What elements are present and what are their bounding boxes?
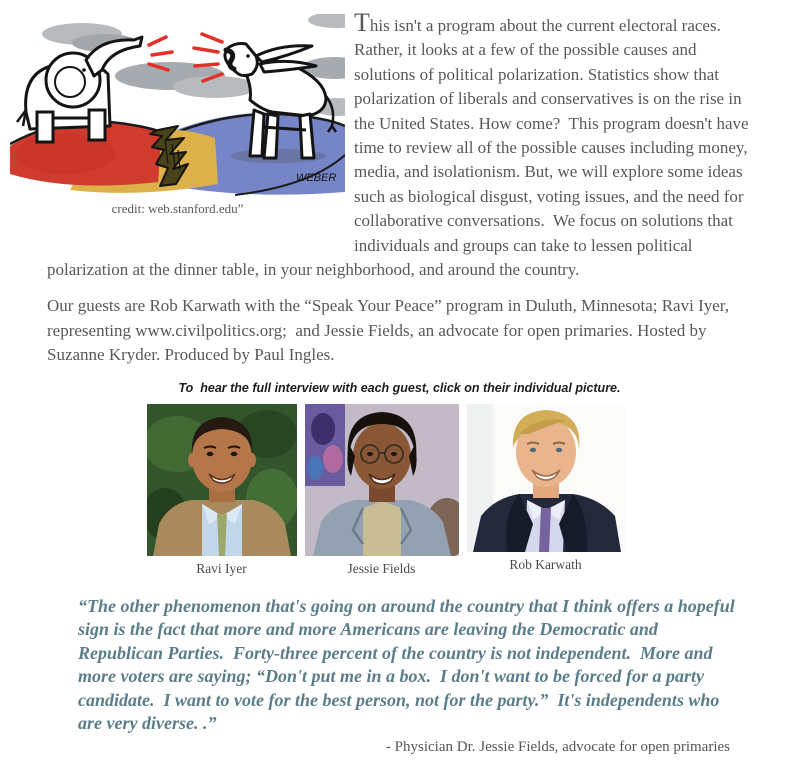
guest-caption: Jessie Fields (347, 560, 416, 576)
cartoonist-signature: WEBER (296, 172, 337, 184)
elephant-donkey-cartoon-image (10, 14, 345, 197)
interview-instruction: To hear the full interview with each guest, click on their individual picture. (178, 380, 621, 395)
cartoon-credit: credit: web.stanford.edu” (111, 201, 244, 216)
quote-attribution (0, 739, 799, 756)
rob-karwath-portrait-image (467, 404, 625, 552)
guest-caption: Rob Karwath (509, 556, 582, 572)
guest-photos-row (0, 404, 785, 577)
intro-paragraph: This isn't a program about the current electoral races. Rather, it looks at a few of the possible causes and solutions of political polarization. Statistics show that polarization of liberals and conservatives is on the rise in the United States. How come? This program doesn't have time to review all of the possible causes including money, media, and isolationism. But, we will explore some ideas such as biological disgust, voting issues, and the need for collaborative conversations. We focus on solutions that individuals and groups can take to lessen political polarization at the dinner table, in your neighborhood, and around the country. (47, 8, 753, 280)
guest-photo-ravi-iyer[interactable] (147, 404, 297, 577)
polarization-cartoon (10, 14, 345, 227)
jessie-fields-portrait-image (305, 404, 459, 556)
guest-caption: Ravi Iyer (196, 560, 247, 576)
guests-paragraph: Our guests are Rob Karwath with the “Speak Your Peace” program in Duluth, Minnesota; Ravi Iyer, representing www.civilpolitics.org; and Jessie Fields, an advocate for open primaries. Hosted by Suzanne Kryder. Produced by Paul Ingles. (47, 296, 734, 365)
attribution-text: Physician Dr. Jessie Fields, advocate for open primaries (394, 738, 730, 755)
guest-photo-jessie-fields[interactable] (305, 404, 459, 577)
ravi-iyer-portrait-image (147, 404, 297, 556)
guest-photo-rob-karwath[interactable] (467, 404, 625, 573)
attribution-dash: - (385, 738, 395, 755)
intro-section (0, 0, 799, 282)
jessie-fields-quote: “The other phenomenon that's going on around the country that I think offers a hopeful sign is the fact that more and more Americans are leaving the Democratic and Republican Parties. Forty-three percent of the country is not independent. More and more voters are saying; “Don't put me in a box. I don't want to be forced for a party candidate. I want to vote for the best person, not for the party.” It's independents who are very diverse. .” (78, 595, 740, 734)
